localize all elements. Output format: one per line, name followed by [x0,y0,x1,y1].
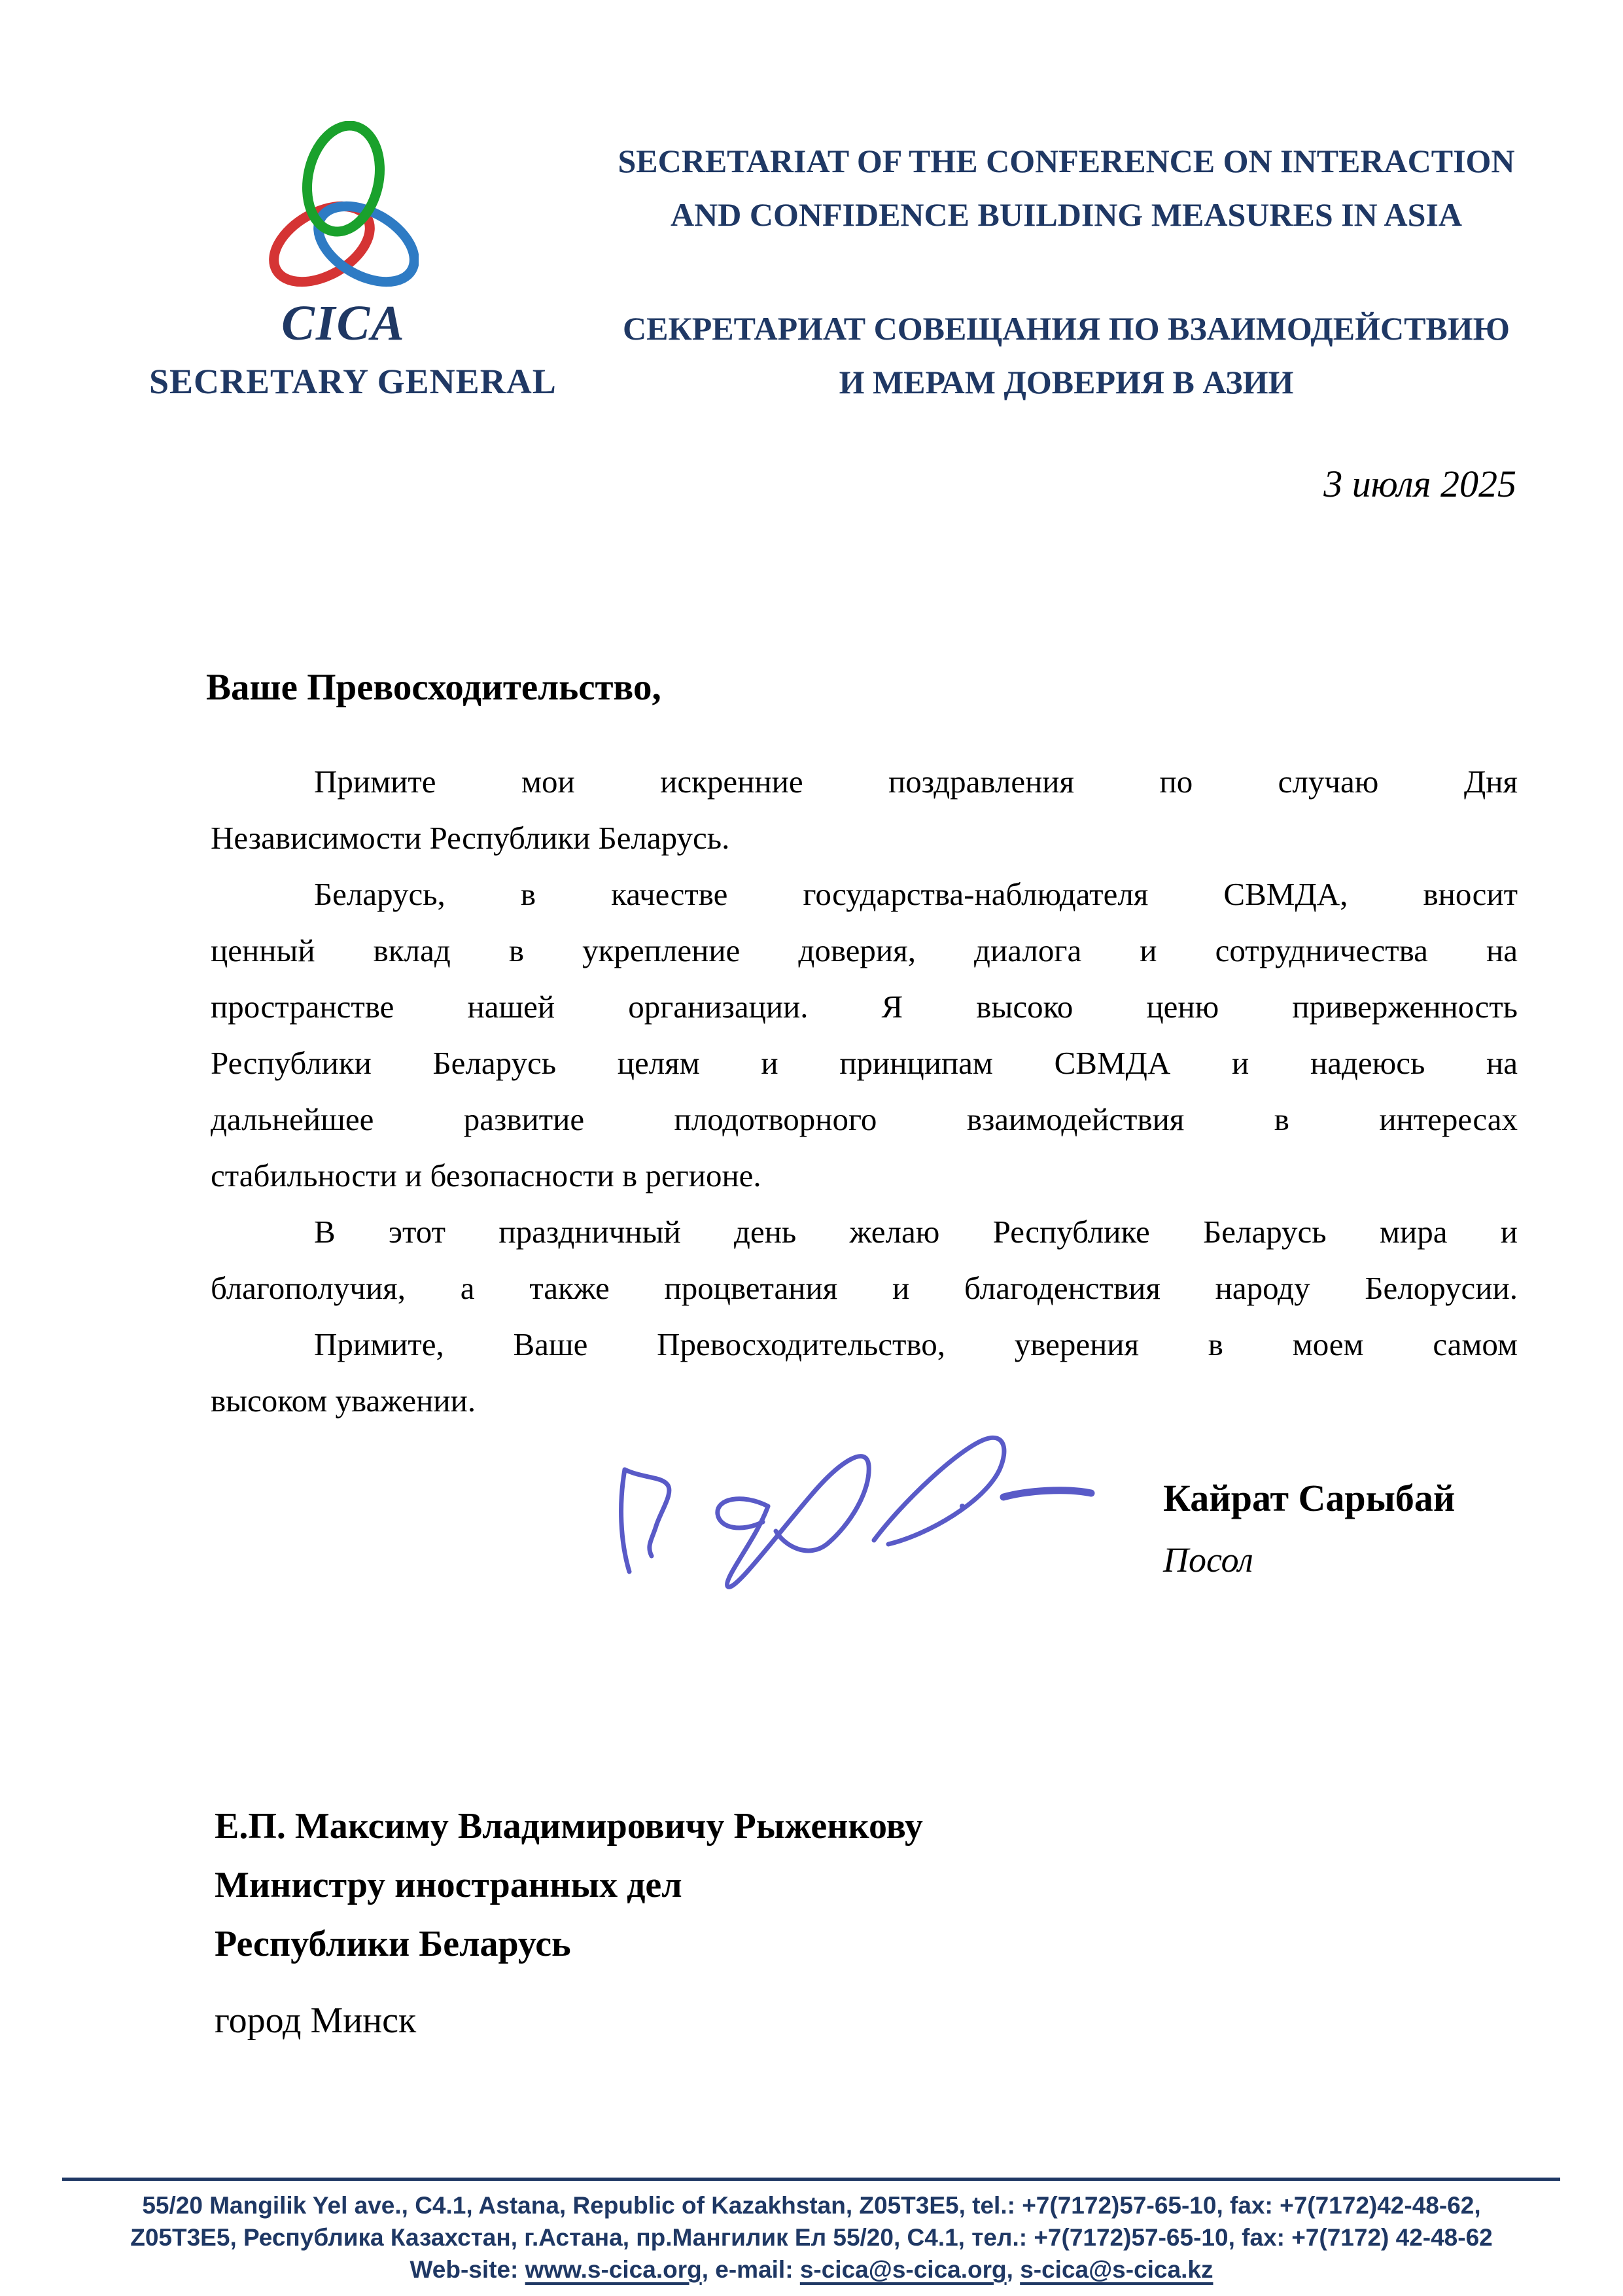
footer-divider [62,2178,1560,2181]
cica-logo-block [262,121,425,352]
website-link[interactable]: www.s-cica.org [525,2256,702,2283]
recipient-name: Е.П. Максиму Владимировичу Рыженкову [215,1806,923,1846]
recipient-city: город Минск [215,2000,417,2041]
footer-separator: , [1006,2256,1021,2283]
recipient-position: Министру иностранных дел [215,1865,682,1905]
footer-email-label: , e-mail: [701,2256,800,2283]
email-link-1[interactable]: s-cica@s-cica.org [799,2256,1007,2283]
letter-date: 3 июля 2025 [1323,463,1516,505]
footer-web-label: Web-site: [410,2256,525,2283]
footer-address-en: 55/20 Mangilik Yel ave., C4.1, Astana, Republic of Kazakhstan, Z05T3E5, tel.: +7(7172)57-65-10, fax: +7(7172)42-48-62, [142,2192,1481,2219]
secretary-general-label: SECRETARY GENERAL [149,362,557,401]
body-line: В этот праздничный день желаю Республике Беларусь мира и [314,1214,1518,1250]
body-line: высоком уважении. [211,1383,476,1419]
signature-stroke [960,1504,965,1509]
paragraph [211,866,1518,1204]
footer-contacts-line [59,2253,1564,2286]
signature-stroke [874,1438,1004,1544]
signer-block [1163,1476,1556,1580]
page-footer [59,2189,1564,2286]
org-title-en [556,134,1577,241]
footer-address-ru: Z05T3E5, Республика Казахстан, г.Астана, пр.Мангилик Ел 55/20, С4.1, тел.: +7(7172)57-65-10, fax: +7(7172) 42-48-62 [130,2224,1493,2251]
body-line: Независимости Республики Беларусь. [211,820,730,856]
body-line: ценный вклад в укрепление доверия, диалога и сотрудничества на [211,932,1518,968]
body-line: благополучия, а также процветания и благоденствия народу Белорусии. [211,1270,1518,1306]
org-title-en-line1: SECRETARIAT OF THE CONFERENCE ON INTERACTION [618,143,1515,179]
cica-acronym: CICA [281,296,406,351]
paragraph [211,1204,1518,1316]
body-line: Примите, Ваше Превосходительство, уверения в моем самом [314,1326,1518,1362]
body-line: дальнейшее развитие плодотворного взаимодействия в интересах [211,1101,1518,1137]
org-title-ru [556,302,1577,409]
recipient-block [215,1797,923,1973]
signature-stroke [1003,1491,1091,1497]
signature-stroke [625,1470,669,1556]
body-line: пространстве нашей организации. Я высоко ценю приверженность [211,989,1518,1025]
body-line: Республики Беларусь целям и принципам СВМДА и надеюсь на [211,1045,1518,1081]
recipient-country: Республики Беларусь [215,1924,571,1964]
paragraph [211,1316,1518,1429]
org-title-ru-line2: И МЕРАМ ДОВЕРИЯ В АЗИИ [839,364,1294,400]
salutation: Ваше Превосходительство, [206,667,661,708]
cica-rings-icon [268,121,419,292]
body-line: Беларусь, в качестве государства-наблюдателя СВМДА, вносит [314,876,1518,912]
org-titles [556,134,1577,409]
org-title-en-line2: AND CONFIDENCE BUILDING MEASURES IN ASIA [671,196,1462,233]
paragraph [211,754,1518,866]
email-link-2[interactable]: s-cica@s-cica.kz [1020,2256,1213,2283]
org-title-ru-line1: СЕКРЕТАРИАТ СОВЕЩАНИЯ ПО ВЗАИМОДЕЙСТВИЮ [623,310,1510,347]
letter-body [211,754,1518,1429]
signer-title: Посол [1163,1540,1253,1580]
handwritten-signature [589,1426,1112,1610]
signature-stroke [621,1470,629,1572]
signature-stroke [727,1457,869,1587]
body-line: стабильности и безопасности в регионе. [211,1157,761,1193]
body-line: Примите мои искренние поздравления по случаю Дня [314,764,1518,800]
signer-name: Кайрат Сарыбай [1163,1477,1456,1519]
